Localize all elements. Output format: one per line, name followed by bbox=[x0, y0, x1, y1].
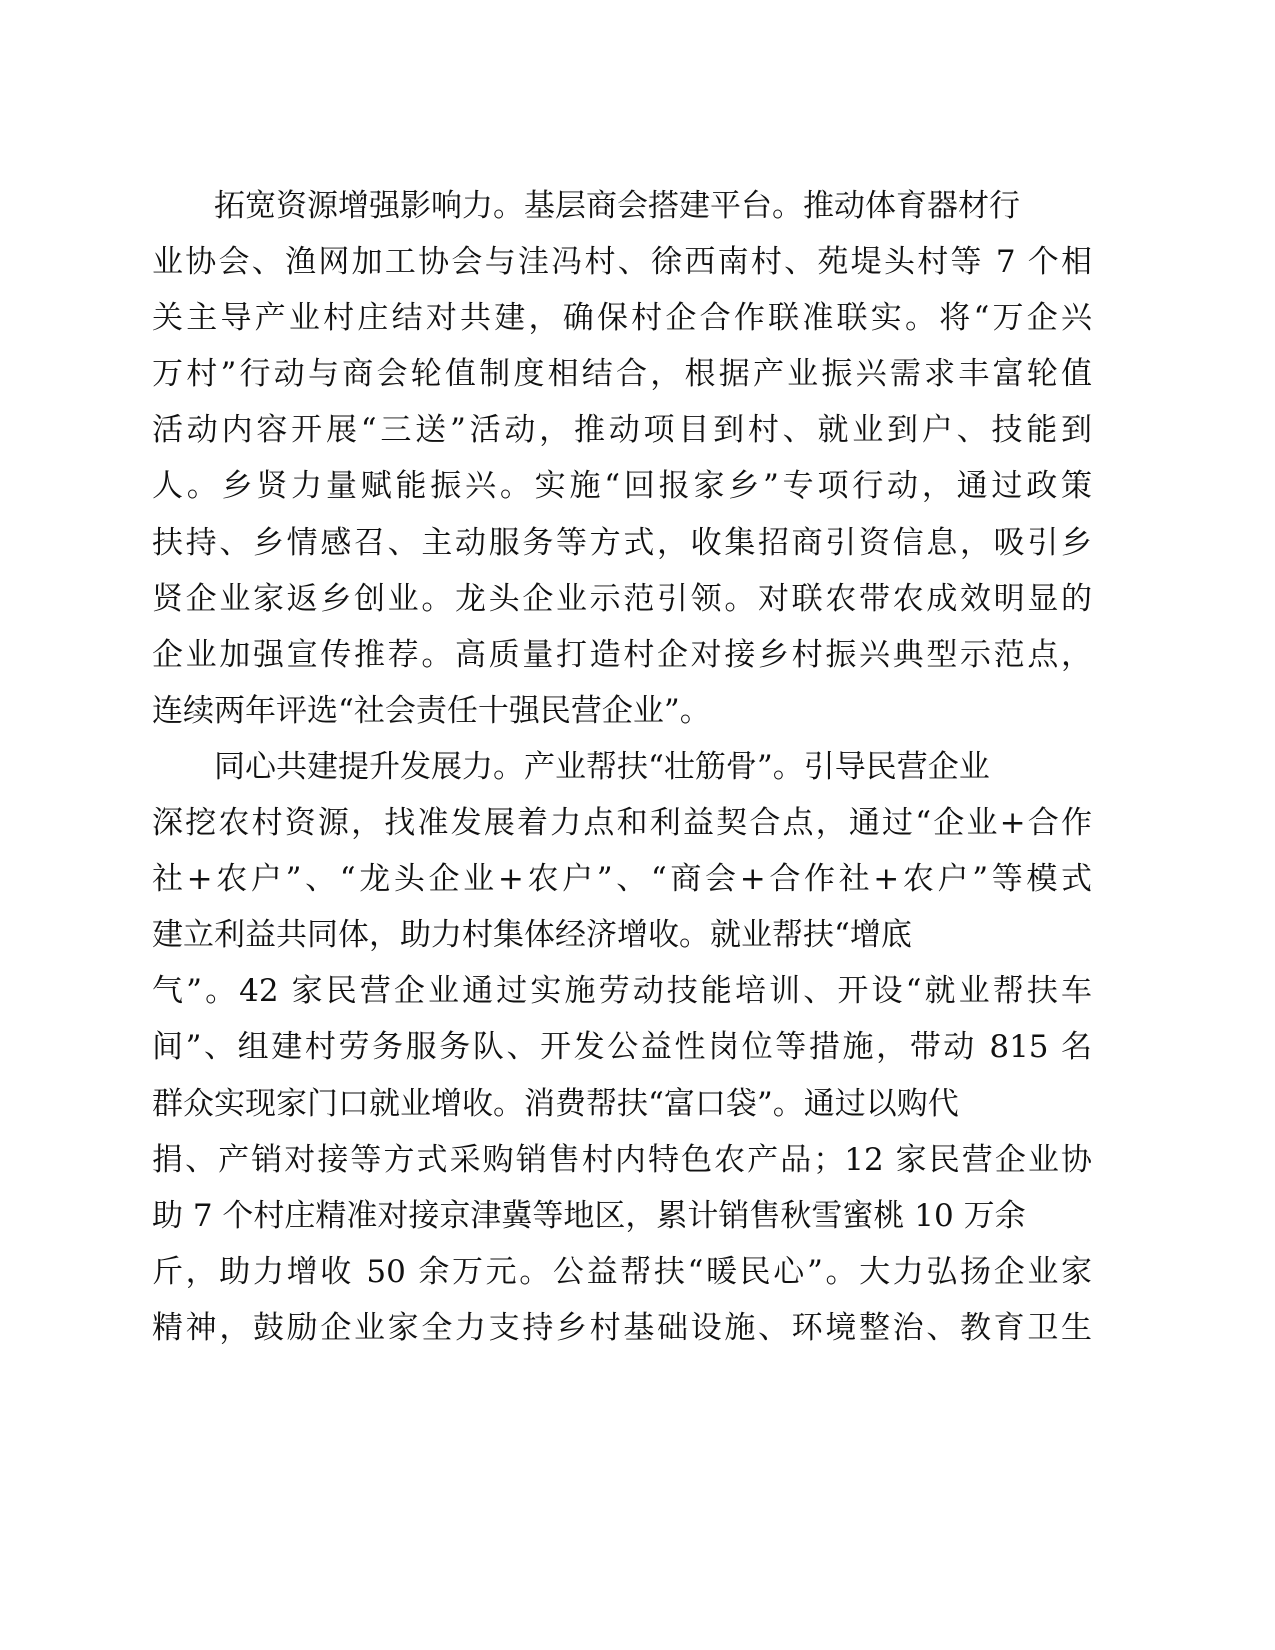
text-line: 斤，助力增收 50 余万元。公益帮扶“暖民心”。大力弘扬企业家 bbox=[152, 1253, 1092, 1290]
text-line: 贤企业家返乡创业。龙头企业示范引领。对联农带农成效明显的 bbox=[152, 580, 1092, 617]
text-line: 社+农户”、“龙头企业+农户”、“商会+合作社+农户”等模式 bbox=[152, 861, 1092, 898]
text-line: 万村”行动与商会轮值制度相结合，根据产业振兴需求丰富轮值 bbox=[152, 356, 1092, 393]
text-line: 拓宽资源增强影响力。基层商会搭建平台。推动体育器材行 bbox=[214, 188, 1020, 224]
text-line: 捐、产销对接等方式采购销售村内特色农产品；12 家民营企业协 bbox=[152, 1141, 1092, 1178]
paragraph-resources bbox=[152, 178, 1092, 739]
text-line: 关主导产业村庄结对共建，确保村企合作联准联实。将“万企兴 bbox=[152, 300, 1092, 337]
document-body bbox=[152, 178, 1092, 1356]
text-line: 建立利益共同体，助力村集体经济增收。就业帮扶“增底 bbox=[152, 917, 912, 954]
text-line: 企业加强宣传推荐。高质量打造村企对接乡村振兴典型示范点， bbox=[152, 636, 1092, 673]
text-line: 气”。42 家民营企业通过实施劳动技能培训、开设“就业帮扶车 bbox=[152, 973, 1092, 1010]
text-line: 同心共建提升发展力。产业帮扶“壮筋骨”。引导民营企业 bbox=[214, 748, 990, 785]
text-line: 群众实现家门口就业增收。消费帮扶“富口袋”。通过以购代 bbox=[152, 1085, 959, 1122]
text-line: 连续两年评选“社会责任十强民营企业”。 bbox=[152, 692, 711, 729]
text-line: 人。乡贤力量赋能振兴。实施“回报家乡”专项行动，通过政策 bbox=[152, 468, 1092, 505]
text-line: 活动内容开展“三送”活动，推动项目到村、就业到户、技能到 bbox=[152, 412, 1092, 449]
text-line: 助 7 个村庄精准对接京津冀等地区，累计销售秋雪蜜桃 10 万余 bbox=[152, 1197, 1026, 1234]
text-line: 精神，鼓励企业家全力支持乡村基础设施、环境整治、教育卫生 bbox=[152, 1309, 1092, 1346]
text-line: 业协会、渔网加工协会与洼冯村、徐西南村、苑堤头村等 7 个相 bbox=[152, 244, 1092, 281]
text-line: 扶持、乡情感召、主动服务等方式，收集招商引资信息，吸引乡 bbox=[152, 524, 1092, 561]
text-line: 间”、组建村劳务服务队、开发公益性岗位等措施，带动 815 名 bbox=[152, 1029, 1092, 1066]
paragraph-co-construction bbox=[152, 739, 1092, 1356]
text-line: 深挖农村资源，找准发展着力点和利益契合点，通过“企业+合作 bbox=[152, 805, 1092, 842]
